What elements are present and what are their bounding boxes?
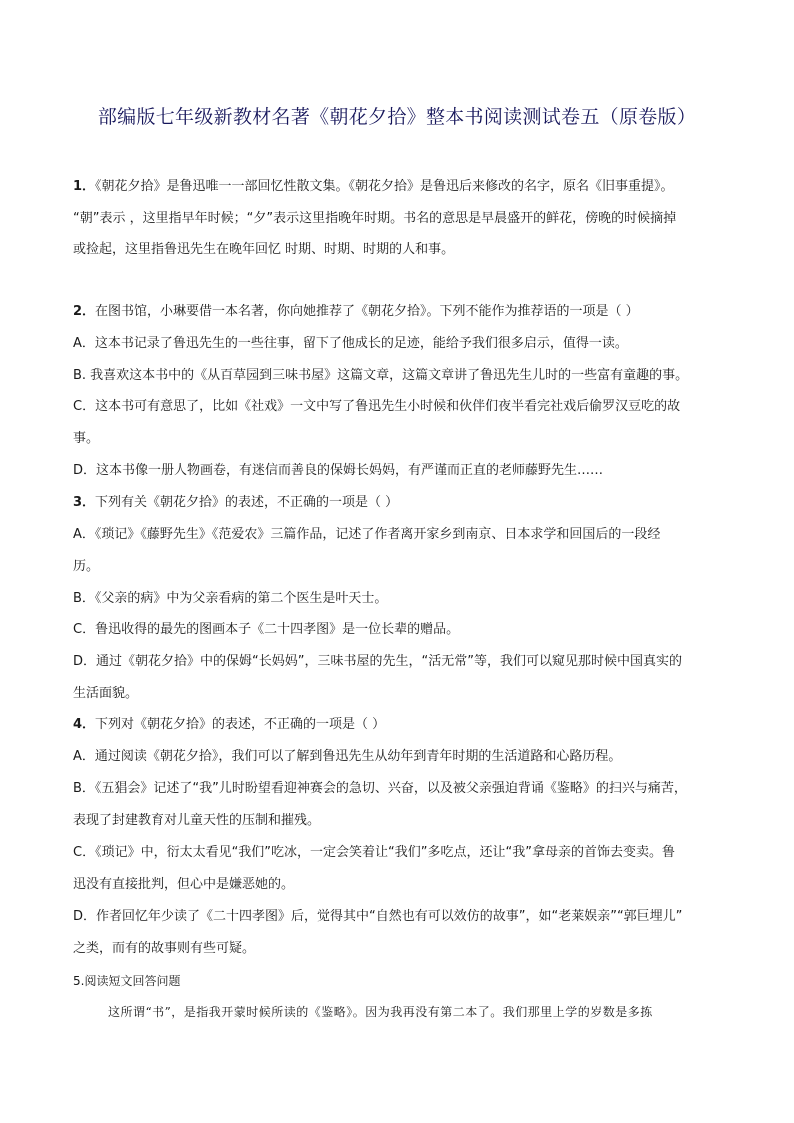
question-5-passage: 这所谓“书”，是指我开蒙时候所读的《鉴略》。因为我再没有第二本了。我们那里上学的岁数是多拣 (108, 1005, 653, 1019)
question-2-option-b: B. 我喜欢这本书中的《从百草园到三味书屋》这篇文章，这篇文章讲了鲁迅先生儿时的一些富有童趣的事。 (73, 368, 689, 383)
question-4-number: 4． (73, 717, 96, 732)
question-1-number: 1． (73, 179, 96, 194)
question-4-option-a: A．通过阅读《朝花夕拾》，我们可以了解到鲁迅先生从幼年到青年时期的生活道路和心路历程。 (73, 749, 622, 764)
question-5-label: 5.阅读短文回答问题 (73, 974, 181, 988)
question-3-stem: 3．下列有关《朝花夕拾》的表述，不正确的一项是（ ） (73, 495, 399, 510)
question-3-option-d-line-2: 生活面貌。 (73, 686, 139, 701)
question-2-number: 2． (73, 304, 96, 319)
page-title: 部编版七年级新教材名著《朝花夕拾》整本书阅读测试卷五（原卷版） (97, 106, 697, 128)
question-2-option-c-line-2: 事。 (73, 431, 100, 446)
question-3-number: 3． (73, 495, 96, 510)
question-3-option-c: C．鲁迅收得的最先的图画本子《二十四孝图》是一位长辈的赠品。 (73, 622, 460, 637)
question-2-option-a: A．这本书记录了鲁迅先生的一些往事，留下了他成长的足迹，能给予我们很多启示，值得一读。 (73, 336, 628, 351)
question-2-option-d: D．这本书像一册人物画卷，有迷信而善良的保姆长妈妈，有严谨而正直的老师藤野先生…… (73, 463, 604, 478)
question-4-option-c-line-1: C．《琐记》中，衍太太看见“我们”吃冰，一定会笑着让“我们”多吃点，还让“我”拿母亲的首饰去变卖。鲁 (73, 845, 675, 860)
question-3-option-b: B．《父亲的病》中为父亲看病的第二个医生是叶天士。 (73, 591, 388, 606)
question-3-option-d-line-1: D．通过《朝花夕拾》中的保姆“长妈妈”，三味书屋的先生，“活无常”等，我们可以窥见那时候中国真实的 (73, 654, 682, 669)
question-4-option-c-line-2: 迅没有直接批判，但心中是嫌恶她的。 (73, 877, 295, 892)
question-4-option-b-line-1: B．《五猖会》记述了“我”儿时盼望看迎神赛会的急切、兴奋，以及被父亲强迫背诵《鉴略》的扫兴与痛苦， (73, 781, 687, 796)
question-2-option-c-line-1: C．这本书可有意思了，比如《社戏》一文中写了鲁迅先生小时候和伙伴们夜半看完社戏后偷罗汉豆吃的故 (73, 399, 681, 414)
question-4-option-b-line-2: 表现了封建教育对儿童天性的压制和摧残。 (73, 813, 321, 828)
question-1-line-1: 1．《朝花夕拾》是鲁迅唯一一部回忆性散文集。《朝花夕拾》是鲁迅后来修改的名字，原名《旧事重提》。 (73, 179, 674, 194)
question-4-stem: 4．下列对《朝花夕拾》的表述，不正确的一项是（ ） (73, 717, 386, 732)
question-4-option-d-line-2: 之类，而有的故事则有些可疑。 (73, 941, 256, 956)
question-3-option-a-line-2: 历。 (73, 559, 100, 574)
question-1-line-2: “朝”表示 ，这里指早年时候；“夕”表示这里指晚年时期。书名的意思是早晨盛开的鲜花，傍晚的时候摘掉 (73, 211, 677, 226)
question-3-option-a-line-1: A．《琐记》《藤野先生》《范爱农》三篇作品，记述了作者离开家乡到南京、日本求学和回国后的一段经 (73, 527, 661, 542)
question-1-line-3: 或捡起，这里指鲁迅先生在晚年回忆 时期、时期、时期的人和事。 (73, 242, 455, 257)
question-2-stem: 2．在图书馆，小琳要借一本名著，你向她推荐了《朝花夕拾》。下列不能作为推荐语的一项是（ ） (73, 304, 639, 319)
question-4-option-d-line-1: D．作者回忆年少读了《二十四孝图》后，觉得其中“自然也有可以效仿的故事”，如“老莱娱亲”“郭巨埋儿” (73, 909, 683, 924)
